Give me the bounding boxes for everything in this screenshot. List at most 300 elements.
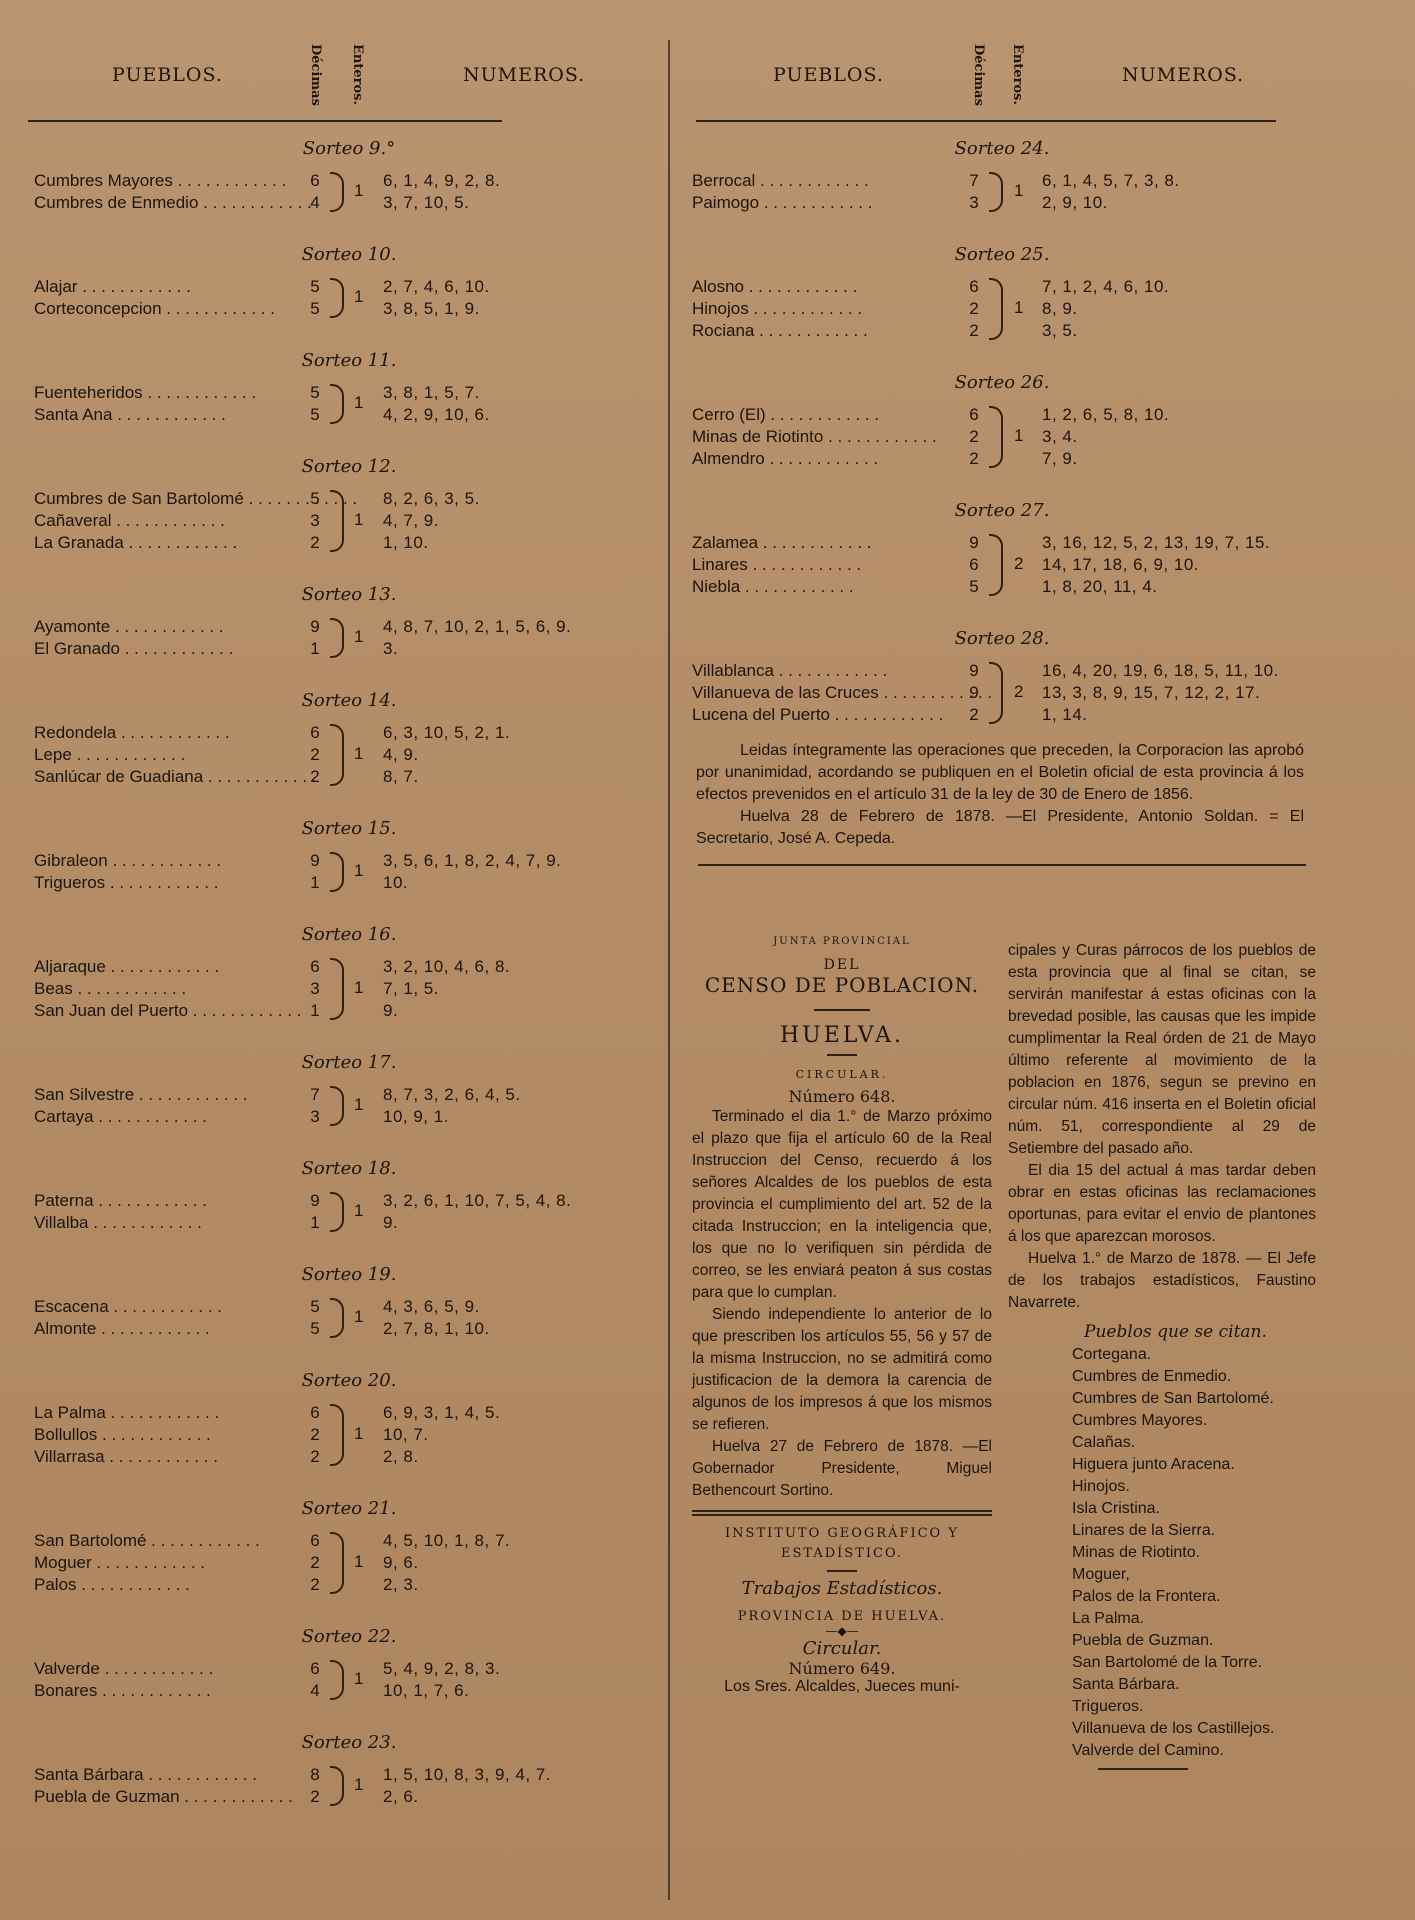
numeros-value: 1, 8, 20, 11, 4. — [1042, 577, 1158, 596]
decimas-value: 5 — [310, 277, 320, 296]
numeros-value: 4, 7, 9. — [383, 511, 439, 530]
decimas-value: 6 — [969, 405, 979, 424]
sorteo-group — [28, 690, 658, 788]
sorteo-rows — [692, 170, 1312, 214]
brace — [330, 1404, 344, 1466]
sorteo-group — [28, 818, 658, 894]
sorteo-title: Sorteo 21. — [301, 1498, 397, 1519]
sorteo-group — [692, 500, 1312, 598]
header-enteros: Enteros. — [350, 44, 365, 106]
del-title: DEL — [823, 957, 861, 973]
pueblo-name: Ayamonte . . . — [34, 616, 224, 638]
pueblo-name: San Silvestre . . . — [34, 1084, 248, 1106]
pueblo-name: Gibraleon . . . — [34, 850, 221, 872]
enteros-value: 1 — [354, 510, 364, 529]
brace — [989, 662, 1003, 724]
list-item: Minas de Riotinto. — [1072, 1544, 1201, 1561]
decimas-value: 9 — [310, 1191, 320, 1210]
decimas-value: 9 — [969, 661, 979, 680]
sorteo-title: Sorteo 18. — [301, 1158, 397, 1179]
numeros-value: 4, 5, 10, 1, 8, 7. — [383, 1531, 511, 1550]
pueblo-name: Lucena del Puerto . . . — [692, 704, 943, 726]
pueblo-name: Fuenteheridos . . . — [34, 382, 256, 404]
sorteo-title: Sorteo 24. — [954, 138, 1050, 159]
sorteo-title: Sorteo 19. — [301, 1264, 397, 1285]
sorteo-rows — [28, 1764, 658, 1808]
enteros-value: 1 — [354, 1095, 364, 1114]
pueblo-name: San Juan del Puerto . . . — [34, 1000, 301, 1022]
censo-column — [692, 936, 992, 1696]
decimas-value: 5 — [310, 299, 320, 318]
decimas-value: 2 — [310, 1575, 320, 1594]
circular-title-2: Circular. — [802, 1638, 882, 1659]
pueblos-list — [1008, 1344, 1316, 1762]
censo-body: Terminado el dia 1.° de Marzo próximo el plazo que fija el artículo 60 de la Real Instruccion del Censo, recuerdo á los señores Alcaldes de los pueblos de esta provincia el cumplimiento del art. 52 de la citada Instruccion; en la inteligencia que, los que no lo verifiquen sin pérdida de correo, se les enviará peaton á sus costas para que lo cumplan. — [692, 1108, 992, 1301]
sorteo-rows — [28, 1084, 658, 1128]
pueblo-name: Valverde . . . — [34, 1658, 213, 1680]
list-item: Cumbres de Enmedio. — [1072, 1368, 1232, 1385]
pueblo-name: Cañaveral . . . — [34, 510, 225, 532]
divider — [827, 1054, 857, 1056]
sorteo-group — [692, 372, 1312, 470]
decimas-value: 5 — [969, 577, 979, 596]
pueblo-name: Alajar . . . — [34, 276, 191, 298]
decimas-value: 6 — [310, 171, 320, 190]
numeros-value: 8, 9. — [1042, 299, 1078, 318]
censo-title: CENSO DE POBLACION. — [704, 973, 980, 997]
brace — [330, 1532, 344, 1594]
header-decimas: Décimas — [971, 44, 986, 106]
enteros-value: 1 — [354, 393, 364, 412]
pueblo-name: Corteconcepcion . . . — [34, 298, 275, 320]
sorteo-rows — [28, 276, 658, 320]
brace — [330, 724, 344, 786]
decimas-value: 2 — [969, 449, 979, 468]
sorteo-rows — [28, 1530, 658, 1596]
pueblo-name: Cerro (El) . . . — [692, 404, 879, 426]
decimas-value: 4 — [310, 1681, 320, 1700]
numeros-value: 2, 3. — [383, 1575, 419, 1594]
pueblos-heading: Pueblos que se citan. — [1084, 1322, 1267, 1342]
sorteo-group — [28, 1052, 658, 1128]
pueblo-name: Rociana . . . — [692, 320, 868, 342]
pueblo-name: La Granada . . . — [34, 532, 237, 554]
brace — [330, 384, 344, 424]
sorteo-group — [28, 1626, 658, 1702]
sorteo-rows — [28, 1658, 658, 1702]
provincia-title: PROVINCIA DE HUELVA. — [737, 1609, 947, 1624]
sorteo-title: Sorteo 12. — [301, 456, 397, 477]
pueblo-name: Villalba . . . — [34, 1212, 202, 1234]
closing-signature — [692, 806, 1312, 850]
numeros-value: 2, 6. — [383, 1787, 419, 1806]
sorteo-rows — [28, 1402, 658, 1468]
pueblo-name: Trigueros . . . — [34, 872, 219, 894]
divider — [827, 1570, 857, 1572]
sorteo-rows — [692, 532, 1312, 598]
sorteo-group — [28, 584, 658, 660]
brace — [989, 406, 1003, 468]
sorteo-rows — [28, 956, 658, 1022]
end-rule — [1098, 1768, 1188, 1770]
enteros-value: 1 — [354, 861, 364, 880]
brace — [330, 172, 344, 212]
decimas-value: 9 — [310, 851, 320, 870]
sorteo-rows — [28, 488, 658, 554]
sorteo-group — [28, 924, 658, 1022]
brace — [330, 1766, 344, 1806]
enteros-value: 1 — [354, 1775, 364, 1794]
sorteo-rows — [692, 404, 1312, 470]
closing-p1: Leidas íntegramente las operaciones que preceden, la Corporacion las aprobó por unanimidad, acordando se publiquen en el Boletin oficial de esta provincia á los efectos prevenidos en el artículo 31 de la ley de 30 de Enero de 1856. — [696, 742, 1304, 803]
numeros-value: 3, 4. — [1042, 427, 1078, 446]
section-rule — [698, 864, 1306, 866]
list-item: Cumbres Mayores. — [1072, 1412, 1208, 1429]
decimas-value: 3 — [310, 979, 320, 998]
brace — [989, 278, 1003, 340]
sorteo-title: Sorteo 16. — [301, 924, 397, 945]
header-pueblos: PUEBLOS. — [112, 64, 223, 86]
list-item: Palos de la Frontera. — [1072, 1588, 1221, 1605]
list-item: Isla Cristina. — [1072, 1500, 1161, 1517]
decimas-value: 2 — [310, 767, 320, 786]
enteros-value: 1 — [354, 744, 364, 763]
pueblo-name: Moguer . . . — [34, 1552, 205, 1574]
huelva-title: HUELVA. — [779, 1023, 905, 1048]
list-item: Puebla de Guzman. — [1072, 1632, 1214, 1649]
pueblo-name: Redondela . . . — [34, 722, 230, 744]
pueblo-name: Linares . . . — [692, 554, 861, 576]
sorteo-rows — [28, 1296, 658, 1340]
numeros-value: 7, 9. — [1042, 449, 1078, 468]
pueblo-name: Hinojos . . . — [692, 298, 862, 320]
numeros-value: 10, 1, 7, 6. — [383, 1681, 470, 1700]
enteros-value: 1 — [354, 1669, 364, 1688]
numeros-value: 14, 17, 18, 6, 9, 10. — [1042, 555, 1200, 574]
sorteo-group — [28, 1370, 658, 1468]
numeros-value: 9. — [383, 1001, 399, 1020]
decimas-value: 8 — [310, 1765, 320, 1784]
numeros-value: 13, 3, 8, 9, 15, 7, 12, 2, 17. — [1042, 683, 1261, 702]
numeros-value: 8, 7, 3, 2, 6, 4, 5. — [383, 1085, 521, 1104]
closing-text — [692, 740, 1312, 850]
decimas-value: 2 — [310, 533, 320, 552]
numeros-value: 6, 9, 3, 1, 4, 5. — [383, 1403, 501, 1422]
numeros-value: 3, 8, 5, 1, 9. — [383, 299, 480, 318]
sorteo-group — [28, 1264, 658, 1340]
brace — [330, 1298, 344, 1338]
pueblo-name: Villarrasa . . . — [34, 1446, 218, 1468]
pueblo-name: Villanueva de las Cruces . . . — [692, 682, 992, 704]
numeros-value: 4, 2, 9, 10, 6. — [383, 405, 490, 424]
numeros-value: 1, 14. — [1042, 705, 1088, 724]
decimas-value: 2 — [310, 1553, 320, 1572]
decimas-value: 3 — [969, 193, 979, 212]
list-item: Hinojos. — [1072, 1478, 1130, 1495]
numeros-value: 10. — [383, 873, 409, 892]
sorteo-group — [692, 138, 1312, 214]
decimas-value: 5 — [310, 1319, 320, 1338]
numeros-value: 4, 8, 7, 10, 2, 1, 5, 6, 9. — [383, 617, 572, 636]
list-item: Villanueva de los Castillejos. — [1072, 1720, 1275, 1737]
junta-title: JUNTA PROVINCIAL — [773, 936, 911, 947]
enteros-value: 1 — [354, 1552, 364, 1571]
pueblo-name: Paterna . . . — [34, 1190, 207, 1212]
sorteo-title: Sorteo 9.° — [302, 138, 396, 159]
sorteo-title: Sorteo 13. — [301, 584, 397, 605]
decimas-value: 7 — [310, 1085, 320, 1104]
sorteo-title: Sorteo 27. — [954, 500, 1050, 521]
numeros-value: 6, 1, 4, 5, 7, 3, 8. — [1042, 171, 1180, 190]
list-item: Valverde del Camino. — [1072, 1742, 1224, 1759]
header-decimas: Décimas — [308, 44, 323, 106]
enteros-value: 1 — [354, 1424, 364, 1443]
pueblo-name: Alosno . . . — [692, 276, 857, 298]
brace — [330, 1192, 344, 1232]
decimas-value: 2 — [969, 427, 979, 446]
circular-number: Número 648. — [788, 1087, 896, 1106]
sorteo-rows — [28, 382, 658, 426]
decimas-value: 5 — [310, 383, 320, 402]
double-rule — [692, 1510, 992, 1516]
list-item: San Bartolomé de la Torre. — [1072, 1654, 1263, 1671]
numeros-value: 1, 5, 10, 8, 3, 9, 4, 7. — [383, 1765, 551, 1784]
decimas-value: 7 — [969, 171, 979, 190]
enteros-value: 1 — [1014, 298, 1024, 317]
pueblo-name: Cumbres de San Bartolomé . . . — [34, 488, 357, 510]
decimas-value: 5 — [310, 1297, 320, 1316]
pueblo-name: La Palma . . . — [34, 1402, 219, 1424]
decimas-value: 6 — [969, 555, 979, 574]
list-item: La Palma. — [1072, 1610, 1145, 1627]
decimas-value: 1 — [310, 1001, 320, 1020]
decimas-value: 1 — [310, 1213, 320, 1232]
sorteo-title: Sorteo 28. — [954, 628, 1050, 649]
decimas-value: 6 — [310, 957, 320, 976]
decimas-value: 6 — [310, 1531, 320, 1550]
decimas-value: 2 — [969, 705, 979, 724]
instituto-title: INSTITUTO GEOGRÁFICO Y ESTADÍSTICO. — [725, 1526, 959, 1561]
sorteo-group — [692, 628, 1312, 726]
enteros-value: 1 — [354, 1201, 364, 1220]
sorteo-title: Sorteo 14. — [301, 690, 397, 711]
decimas-value: 2 — [969, 299, 979, 318]
sorteo-group — [28, 1158, 658, 1234]
list-item: Calañas. — [1072, 1434, 1136, 1451]
numeros-value: 9, 6. — [383, 1553, 419, 1572]
pueblo-name: Zalamea . . . — [692, 532, 872, 554]
pueblo-name: Puebla de Guzman . . . — [34, 1786, 293, 1808]
pueblo-name: Bollullos . . . — [34, 1424, 211, 1446]
pueblo-name: Almonte . . . — [34, 1318, 210, 1340]
instituto-body-start: Los Sres. Alcaldes, Jueces muni- — [724, 1678, 960, 1695]
numeros-value: 8, 7. — [383, 767, 419, 786]
sorteo-rows — [28, 722, 658, 788]
censo-body-2: Siendo independiente lo anterior de lo que prescriben los artículos 55, 56 y 57 de la misma Instruccion, no se admitirá como justificacion de la demora la carencia de algunos de los impresos á que los mismos se refieren. — [692, 1306, 992, 1433]
enteros-value: 2 — [1014, 682, 1024, 701]
numeros-value: 3, 5, 6, 1, 8, 2, 4, 7, 9. — [383, 851, 562, 870]
sorteo-rows — [28, 616, 658, 660]
numeros-value: 3, 2, 6, 1, 10, 7, 5, 4, 8. — [383, 1191, 572, 1210]
pueblo-name: Cumbres de Enmedio . . . — [34, 192, 312, 214]
pueblo-name: El Granado . . . — [34, 638, 233, 660]
sorteo-rows — [28, 850, 658, 894]
enteros-value: 1 — [354, 287, 364, 306]
sorteo-group — [28, 1732, 658, 1808]
pueblo-name: Bonares . . . — [34, 1680, 211, 1702]
column-divider — [668, 40, 670, 1900]
decimas-value: 6 — [969, 277, 979, 296]
numeros-value: 1, 10. — [383, 533, 429, 552]
numeros-value: 3, 8, 1, 5, 7. — [383, 383, 480, 402]
brace — [330, 1660, 344, 1700]
numeros-value: 4, 3, 6, 5, 9. — [383, 1297, 480, 1316]
numeros-value: 3, 5. — [1042, 321, 1078, 340]
numeros-value: 5, 4, 9, 2, 8, 3. — [383, 1659, 501, 1678]
table-header — [692, 40, 1312, 122]
header-enteros: Enteros. — [1010, 44, 1025, 106]
decimas-value: 2 — [310, 745, 320, 764]
sorteo-group — [28, 1498, 658, 1596]
censo-signature: Huelva 27 de Febrero de 1878. —El Gobernador Presidente, Miguel Bethencourt Sortino. — [692, 1438, 992, 1499]
pueblo-name: Sanlúcar de Guadiana . . . — [34, 766, 317, 788]
sorteo-rows — [28, 170, 658, 214]
numeros-value: 1, 2, 6, 5, 8, 10. — [1042, 405, 1170, 424]
numeros-value: 8, 2, 6, 3, 5. — [383, 489, 480, 508]
pueblo-name: Aljaraque . . . — [34, 956, 219, 978]
decimas-value: 5 — [310, 405, 320, 424]
numeros-value: 3, 7, 10, 5. — [383, 193, 470, 212]
sorteo-title: Sorteo 20. — [301, 1370, 397, 1391]
enteros-value: 2 — [1014, 554, 1024, 573]
left-column — [28, 40, 658, 1808]
colb-signature: Huelva 1.° de Marzo de 1878. — El Jefe de los trabajos estadísticos, Faustino Navarrete. — [1008, 1250, 1316, 1311]
decimas-value: 1 — [310, 639, 320, 658]
decimas-value: 3 — [310, 1107, 320, 1126]
enteros-value: 1 — [1014, 426, 1024, 445]
sorteo-rows — [692, 276, 1312, 342]
numeros-value: 16, 4, 20, 19, 6, 18, 5, 11, 10. — [1042, 661, 1279, 680]
sorteo-title: Sorteo 17. — [301, 1052, 397, 1073]
list-item: Santa Bárbara. — [1072, 1676, 1180, 1693]
numeros-value: 3, 16, 12, 5, 2, 13, 19, 7, 15. — [1042, 533, 1271, 552]
header-numeros: NUMEROS. — [1122, 64, 1245, 86]
brace — [989, 534, 1003, 596]
numeros-value: 7, 1, 5. — [383, 979, 439, 998]
decimas-value: 6 — [310, 1403, 320, 1422]
enteros-value: 1 — [1014, 181, 1024, 200]
list-item: Higuera junto Aracena. — [1072, 1456, 1235, 1473]
header-pueblos: PUEBLOS. — [773, 64, 884, 86]
list-item: Moguer, — [1072, 1566, 1130, 1583]
decimas-value: 2 — [310, 1447, 320, 1466]
pueblo-name: Santa Bárbara . . . — [34, 1764, 257, 1786]
decimas-value: 4 — [310, 193, 320, 212]
instituto-continuation — [1008, 940, 1316, 1770]
sorteo-rows — [692, 660, 1312, 726]
right-column — [692, 40, 1312, 866]
colb-body: cipales y Curas párrocos de los pueblos de esta provincia que al final se citan, se servirán manifestar á estas oficinas con la brevedad posible, las causas que les impide cumplimentar la Real órden de 21 de Mayo último referente al movimiento de la poblacion en 1876, segun se previno en circular núm. 416 inserta en el Boletin oficial núm. 51, correspondiente al 29 de Setiembre del pasado año. — [1008, 942, 1316, 1157]
decimas-value: 3 — [310, 511, 320, 530]
circular-title: CIRCULAR. — [795, 1068, 889, 1081]
enteros-value: 1 — [354, 627, 364, 646]
sorteo-title: Sorteo 10. — [301, 244, 397, 265]
list-item: Cumbres de San Bartolomé. — [1072, 1390, 1274, 1407]
enteros-value: 1 — [354, 1307, 364, 1326]
right-sorteo-list — [692, 138, 1312, 726]
sorteo-title: Sorteo 23. — [301, 1732, 397, 1753]
numeros-value: 10, 7. — [383, 1425, 429, 1444]
divider — [814, 1009, 870, 1011]
pueblo-name: Cumbres Mayores . . . — [34, 170, 286, 192]
list-item: Linares de la Sierra. — [1072, 1522, 1216, 1539]
pueblo-name: Berrocal . . . — [692, 170, 869, 192]
decimas-value: 2 — [310, 1425, 320, 1444]
numeros-value: 2, 8. — [383, 1447, 419, 1466]
brace — [330, 958, 344, 1020]
trabajos-title: Trabajos Estadísticos. — [741, 1578, 943, 1599]
closing-p2: Huelva 28 de Febrero de 1878. —El Presidente, Antonio Soldan. = El Secretario, José A. Cepeda. — [696, 808, 1304, 847]
pueblo-name: Cartaya . . . — [34, 1106, 207, 1128]
pueblo-name: Lepe . . . — [34, 744, 185, 766]
sorteo-title: Sorteo 11. — [301, 350, 397, 371]
sorteo-title: Sorteo 22. — [301, 1626, 397, 1647]
pueblo-name: Niebla . . . — [692, 576, 854, 598]
decimas-value: 1 — [310, 873, 320, 892]
numeros-value: 4, 9. — [383, 745, 419, 764]
sorteo-group — [28, 138, 658, 214]
pueblo-name: San Bartolomé . . . — [34, 1530, 260, 1552]
brace — [330, 618, 344, 658]
brace — [330, 852, 344, 892]
numeros-value: 2, 9, 10. — [1042, 193, 1108, 212]
closing-paragraph — [692, 740, 1312, 806]
decimas-value: 6 — [310, 1659, 320, 1678]
pueblo-name: Palos . . . — [34, 1574, 190, 1596]
numeros-value: 10, 9, 1. — [383, 1107, 449, 1126]
pueblo-name: Almendro . . . — [692, 448, 878, 470]
sorteo-group — [28, 456, 658, 554]
decimas-value: 9 — [969, 533, 979, 552]
list-item: Trigueros. — [1072, 1698, 1144, 1715]
numeros-value: 2, 7, 8, 1, 10. — [383, 1319, 490, 1338]
enteros-value: 1 — [354, 181, 364, 200]
brace — [330, 278, 344, 318]
numeros-value: 6, 3, 10, 5, 2, 1. — [383, 723, 511, 742]
numeros-value: 3. — [383, 639, 399, 658]
table-header — [28, 40, 658, 122]
pueblo-name: Beas . . . — [34, 978, 186, 1000]
pueblo-name: Minas de Riotinto . . . — [692, 426, 937, 448]
sorteo-group — [28, 244, 658, 320]
decimas-value: 9 — [969, 683, 979, 702]
decimas-value: 6 — [310, 723, 320, 742]
pueblo-name: Escacena . . . — [34, 1296, 222, 1318]
numeros-value: 3, 2, 10, 4, 6, 8. — [383, 957, 511, 976]
header-numeros: NUMEROS. — [463, 64, 586, 86]
sorteo-group — [28, 350, 658, 426]
list-item: Cortegana. — [1072, 1346, 1152, 1363]
circular-number-2: Número 649. — [788, 1659, 896, 1678]
sorteo-rows — [28, 1190, 658, 1234]
colb-body-2: El dia 15 del actual á mas tardar deben obrar en estas oficinas las reclamaciones oportunas, para evitar el envio de plantones á los que aparezcan morosos. — [1008, 1162, 1316, 1245]
brace — [989, 172, 1003, 212]
decimas-value: 9 — [310, 617, 320, 636]
decimas-value: 2 — [969, 321, 979, 340]
numeros-value: 7, 1, 2, 4, 6, 10. — [1042, 277, 1170, 296]
sorteo-title: Sorteo 25. — [954, 244, 1050, 265]
brace — [330, 1086, 344, 1126]
